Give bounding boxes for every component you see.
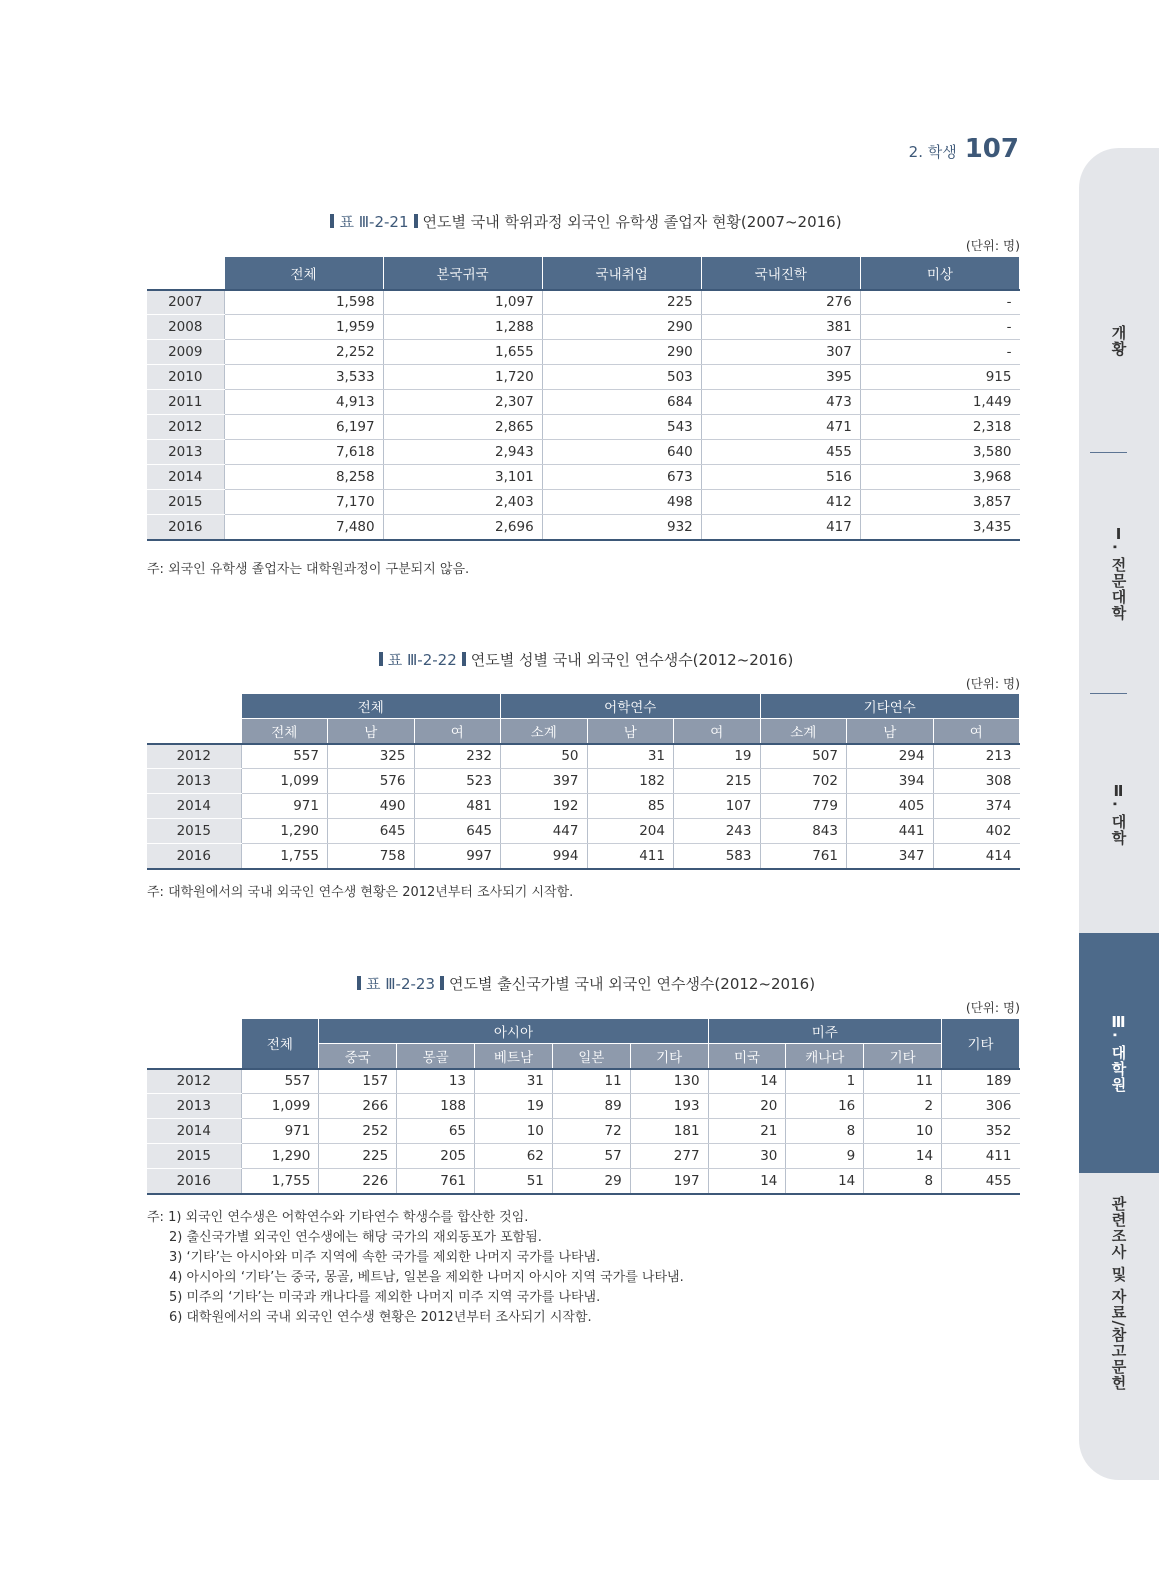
- value-cell: 6,197: [224, 415, 383, 440]
- value-cell: 181: [630, 1119, 708, 1144]
- table-row: [147, 340, 1020, 365]
- value-cell: 19: [475, 1094, 553, 1119]
- table-row: [147, 415, 1020, 440]
- note-line: 주: 외국인 유학생 졸업자는 대학원과정이 구분되지 않음.: [147, 562, 470, 577]
- value-cell: 412: [701, 490, 860, 515]
- value-cell: 2,696: [383, 515, 542, 540]
- value-cell: 381: [701, 315, 860, 340]
- chapter-tab-label: Ⅰ. 전문대학: [1109, 525, 1128, 621]
- value-cell: 1,449: [860, 390, 1019, 415]
- value-cell: 31: [475, 1069, 553, 1094]
- value-cell: 997: [414, 844, 501, 869]
- table-row: [147, 1069, 1020, 1094]
- sub-header: 캐나다: [786, 1044, 864, 1069]
- value-cell: 971: [241, 1119, 319, 1144]
- value-cell: 761: [760, 844, 847, 869]
- year-cell: 2013: [147, 769, 241, 794]
- chapter-tab-label: Ⅱ. 대학: [1109, 781, 1128, 846]
- value-cell: 308: [933, 769, 1020, 794]
- table-corner: [147, 694, 241, 719]
- table-row: [147, 769, 1020, 794]
- note-line: 3) ‘기타’는 아시아와 미주 지역에 속한 국가를 제외한 나머지 국가를 나타냄.: [169, 1250, 601, 1265]
- value-cell: 557: [241, 744, 328, 769]
- year-cell: 2008: [147, 315, 224, 340]
- value-cell: 645: [414, 819, 501, 844]
- caption-bar-icon: [462, 652, 466, 666]
- sub-header: 일본: [552, 1044, 630, 1069]
- note-line: 주: 대학원에서의 국내 외국인 연수생 현황은 2012년부터 조사되기 시작함.: [147, 885, 574, 900]
- table-corner: [147, 1019, 241, 1044]
- value-cell: 761: [397, 1169, 475, 1194]
- value-cell: 411: [942, 1144, 1020, 1169]
- table2-caption: [147, 649, 1020, 670]
- table1-graduates-by-year: [147, 256, 1020, 541]
- value-cell: 290: [542, 315, 701, 340]
- chapter-tab-label: 관련조사 및 자료/참고문헌: [1109, 1195, 1128, 1391]
- value-cell: 62: [475, 1144, 553, 1169]
- value-cell: 20: [708, 1094, 786, 1119]
- table3-number: 표 Ⅲ-2-23: [365, 975, 436, 993]
- group-header: 전체: [241, 694, 501, 719]
- caption-bar-icon: [330, 214, 334, 228]
- value-cell: 31: [587, 744, 674, 769]
- table3-notes: [147, 1208, 684, 1328]
- value-cell: 1,290: [241, 1144, 319, 1169]
- table-row: [147, 490, 1020, 515]
- value-cell: 932: [542, 515, 701, 540]
- value-cell: 414: [933, 844, 1020, 869]
- value-cell: 498: [542, 490, 701, 515]
- table3-unit: (단위: 명): [965, 1000, 1020, 1015]
- table-row: [147, 744, 1020, 769]
- table-row: [147, 1144, 1020, 1169]
- value-cell: 673: [542, 465, 701, 490]
- value-cell: 307: [701, 340, 860, 365]
- value-cell: 225: [542, 290, 701, 315]
- value-cell: 758: [328, 844, 415, 869]
- value-cell: 3,101: [383, 465, 542, 490]
- value-cell: 89: [552, 1094, 630, 1119]
- value-cell: 8: [786, 1119, 864, 1144]
- page-header: [909, 134, 1019, 164]
- value-cell: 395: [701, 365, 860, 390]
- value-cell: 3,968: [860, 465, 1019, 490]
- sub-header: 소계: [501, 719, 588, 744]
- value-cell: 583: [674, 844, 761, 869]
- group-header: 어학연수: [501, 694, 761, 719]
- value-cell: 490: [328, 794, 415, 819]
- sub-header: 베트남: [475, 1044, 553, 1069]
- value-cell: 252: [319, 1119, 397, 1144]
- other-header: 기타: [942, 1019, 1020, 1069]
- value-cell: 325: [328, 744, 415, 769]
- sub-header: 기타: [630, 1044, 708, 1069]
- page-number: 107: [964, 134, 1019, 164]
- value-cell: 11: [552, 1069, 630, 1094]
- year-cell: 2013: [147, 440, 224, 465]
- value-cell: 243: [674, 819, 761, 844]
- value-cell: 576: [328, 769, 415, 794]
- value-cell: 2: [864, 1094, 942, 1119]
- column-header: 본국귀국: [383, 257, 542, 290]
- value-cell: 481: [414, 794, 501, 819]
- table-row: [147, 290, 1020, 315]
- value-cell: 193: [630, 1094, 708, 1119]
- value-cell: 7,170: [224, 490, 383, 515]
- note-line: 5) 미주의 ‘기타’는 미국과 캐나다를 제외한 나머지 미주 지역 국가를 나타냄.: [169, 1290, 601, 1305]
- table1-body: [147, 290, 1020, 540]
- table-corner: [147, 1044, 241, 1069]
- table-row: [147, 465, 1020, 490]
- table-corner: [147, 257, 224, 290]
- year-cell: 2016: [147, 844, 241, 869]
- value-cell: 157: [319, 1069, 397, 1094]
- value-cell: 374: [933, 794, 1020, 819]
- value-cell: 14: [864, 1144, 942, 1169]
- table2-number: 표 Ⅲ-2-22: [387, 651, 457, 669]
- value-cell: 473: [701, 390, 860, 415]
- table2-unit: (단위: 명): [965, 676, 1020, 691]
- table1-title: 연도별 국내 학위과정 외국인 유학생 졸업자 현황(2007~2016): [422, 213, 842, 231]
- value-cell: 411: [587, 844, 674, 869]
- value-cell: 215: [674, 769, 761, 794]
- value-cell: 65: [397, 1119, 475, 1144]
- value-cell: 347: [847, 844, 934, 869]
- value-cell: 7,618: [224, 440, 383, 465]
- chapter-tab-graduate-school[interactable]: [1079, 933, 1159, 1173]
- value-cell: 189: [942, 1069, 1020, 1094]
- value-cell: 8,258: [224, 465, 383, 490]
- column-header: 미상: [860, 257, 1019, 290]
- table3-body: [147, 1069, 1020, 1194]
- value-cell: 397: [501, 769, 588, 794]
- total-header: 전체: [241, 1019, 319, 1069]
- group-header: 미주: [708, 1019, 942, 1044]
- value-cell: 107: [674, 794, 761, 819]
- chapter-tab-junior-college[interactable]: [1079, 453, 1159, 693]
- chapter-tab-overview[interactable]: [1079, 230, 1159, 452]
- year-cell: 2016: [147, 1169, 241, 1194]
- table-row: [147, 440, 1020, 465]
- table-row: [147, 1119, 1020, 1144]
- sub-header: 소계: [760, 719, 847, 744]
- value-cell: 4,913: [224, 390, 383, 415]
- table-corner: [147, 719, 241, 744]
- table1-unit: (단위: 명): [965, 238, 1020, 253]
- value-cell: 8: [864, 1169, 942, 1194]
- value-cell: 405: [847, 794, 934, 819]
- table2-body: [147, 744, 1020, 869]
- group-header: 아시아: [319, 1019, 708, 1044]
- value-cell: 266: [319, 1094, 397, 1119]
- value-cell: 455: [942, 1169, 1020, 1194]
- value-cell: 471: [701, 415, 860, 440]
- value-cell: 543: [542, 415, 701, 440]
- year-cell: 2010: [147, 365, 224, 390]
- sub-header: 남: [328, 719, 415, 744]
- value-cell: 1,655: [383, 340, 542, 365]
- value-cell: 645: [328, 819, 415, 844]
- table1-caption: [147, 211, 1020, 232]
- value-cell: 14: [708, 1069, 786, 1094]
- year-cell: 2009: [147, 340, 224, 365]
- value-cell: 72: [552, 1119, 630, 1144]
- chapter-tab-label: 개황: [1109, 325, 1128, 357]
- value-cell: 1,959: [224, 315, 383, 340]
- year-cell: 2012: [147, 415, 224, 440]
- value-cell: 57: [552, 1144, 630, 1169]
- table3-caption: [147, 973, 1020, 994]
- year-cell: 2014: [147, 465, 224, 490]
- value-cell: 226: [319, 1169, 397, 1194]
- table-row: [147, 315, 1020, 340]
- table-row: [147, 515, 1020, 540]
- year-cell: 2015: [147, 490, 224, 515]
- value-cell: 16: [786, 1094, 864, 1119]
- value-cell: 276: [701, 290, 860, 315]
- caption-bar-icon: [414, 214, 418, 228]
- value-cell: 1,099: [241, 769, 328, 794]
- caption-bar-icon: [440, 976, 444, 990]
- value-cell: 14: [786, 1169, 864, 1194]
- value-cell: 2,403: [383, 490, 542, 515]
- column-header: 국내취업: [542, 257, 701, 290]
- sub-header: 전체: [241, 719, 328, 744]
- year-cell: 2015: [147, 819, 241, 844]
- value-cell: 1,755: [241, 1169, 319, 1194]
- sub-header: 여: [414, 719, 501, 744]
- value-cell: 10: [864, 1119, 942, 1144]
- year-cell: 2014: [147, 1119, 241, 1144]
- value-cell: 232: [414, 744, 501, 769]
- value-cell: 455: [701, 440, 860, 465]
- value-cell: -: [860, 290, 1019, 315]
- value-cell: 29: [552, 1169, 630, 1194]
- sub-header: 몽골: [397, 1044, 475, 1069]
- value-cell: 2,252: [224, 340, 383, 365]
- value-cell: 1,288: [383, 315, 542, 340]
- sub-header: 남: [587, 719, 674, 744]
- table3-title: 연도별 출신국가별 국내 외국인 연수생수(2012~2016): [449, 975, 816, 993]
- value-cell: 523: [414, 769, 501, 794]
- sub-header: 여: [933, 719, 1020, 744]
- chapter-tab-references[interactable]: [1079, 1173, 1159, 1413]
- value-cell: 3,435: [860, 515, 1019, 540]
- value-cell: 182: [587, 769, 674, 794]
- sub-header: 미국: [708, 1044, 786, 1069]
- value-cell: 843: [760, 819, 847, 844]
- chapter-tab-university[interactable]: [1079, 694, 1159, 933]
- value-cell: 1: [786, 1069, 864, 1094]
- value-cell: 394: [847, 769, 934, 794]
- value-cell: 3,857: [860, 490, 1019, 515]
- value-cell: 205: [397, 1144, 475, 1169]
- value-cell: 915: [860, 365, 1019, 390]
- value-cell: 294: [847, 744, 934, 769]
- value-cell: 1,290: [241, 819, 328, 844]
- value-cell: 9: [786, 1144, 864, 1169]
- year-cell: 2016: [147, 515, 224, 540]
- year-cell: 2015: [147, 1144, 241, 1169]
- caption-bar-icon: [379, 652, 383, 666]
- table-row: [147, 1094, 1020, 1119]
- value-cell: 417: [701, 515, 860, 540]
- sub-header: 중국: [319, 1044, 397, 1069]
- value-cell: 192: [501, 794, 588, 819]
- sub-header: 기타: [864, 1044, 942, 1069]
- value-cell: 213: [933, 744, 1020, 769]
- table2-title: 연도별 성별 국내 외국인 연수생수(2012~2016): [470, 651, 794, 669]
- value-cell: 130: [630, 1069, 708, 1094]
- value-cell: 21: [708, 1119, 786, 1144]
- value-cell: 19: [674, 744, 761, 769]
- table1-notes: [147, 560, 469, 580]
- value-cell: 51: [475, 1169, 553, 1194]
- group-header: 기타연수: [760, 694, 1020, 719]
- year-cell: 2011: [147, 390, 224, 415]
- value-cell: 197: [630, 1169, 708, 1194]
- note-line: 6) 대학원에서의 국내 외국인 연수생 현황은 2012년부터 조사되기 시작함.: [169, 1310, 592, 1325]
- section-label: 2. 학생: [908, 143, 957, 161]
- year-cell: 2013: [147, 1094, 241, 1119]
- value-cell: 503: [542, 365, 701, 390]
- value-cell: 507: [760, 744, 847, 769]
- year-cell: 2012: [147, 1069, 241, 1094]
- value-cell: 3,533: [224, 365, 383, 390]
- value-cell: 971: [241, 794, 328, 819]
- value-cell: 11: [864, 1069, 942, 1094]
- value-cell: 1,099: [241, 1094, 319, 1119]
- value-cell: 204: [587, 819, 674, 844]
- value-cell: 2,865: [383, 415, 542, 440]
- year-cell: 2007: [147, 290, 224, 315]
- value-cell: 30: [708, 1144, 786, 1169]
- year-cell: 2014: [147, 794, 241, 819]
- value-cell: 702: [760, 769, 847, 794]
- value-cell: 2,307: [383, 390, 542, 415]
- value-cell: 7,480: [224, 515, 383, 540]
- value-cell: -: [860, 315, 1019, 340]
- value-cell: 352: [942, 1119, 1020, 1144]
- value-cell: 516: [701, 465, 860, 490]
- table-row: [147, 1169, 1020, 1194]
- value-cell: 994: [501, 844, 588, 869]
- table1-number: 표 Ⅲ-2-21: [339, 213, 409, 231]
- value-cell: -: [860, 340, 1019, 365]
- table2-trainees-by-sex: [147, 693, 1020, 870]
- value-cell: 2,318: [860, 415, 1019, 440]
- value-cell: 14: [708, 1169, 786, 1194]
- value-cell: 2,943: [383, 440, 542, 465]
- value-cell: 290: [542, 340, 701, 365]
- value-cell: 1,598: [224, 290, 383, 315]
- value-cell: 188: [397, 1094, 475, 1119]
- value-cell: 779: [760, 794, 847, 819]
- note-line: 4) 아시아의 ‘기타’는 중국, 몽골, 베트남, 일본을 제외한 나머지 아시아 지역 국가를 나타냄.: [169, 1270, 684, 1285]
- value-cell: 306: [942, 1094, 1020, 1119]
- value-cell: 402: [933, 819, 1020, 844]
- value-cell: 557: [241, 1069, 319, 1094]
- value-cell: 13: [397, 1069, 475, 1094]
- value-cell: 684: [542, 390, 701, 415]
- value-cell: 441: [847, 819, 934, 844]
- value-cell: 640: [542, 440, 701, 465]
- value-cell: 50: [501, 744, 588, 769]
- value-cell: 447: [501, 819, 588, 844]
- value-cell: 10: [475, 1119, 553, 1144]
- table3-trainees-by-country: [147, 1018, 1020, 1195]
- value-cell: 225: [319, 1144, 397, 1169]
- sub-header: 남: [847, 719, 934, 744]
- column-header: 전체: [224, 257, 383, 290]
- table-row: [147, 365, 1020, 390]
- value-cell: 1,720: [383, 365, 542, 390]
- value-cell: 277: [630, 1144, 708, 1169]
- chapter-tab-label: Ⅲ. 대학원: [1109, 1013, 1128, 1093]
- table-row: [147, 819, 1020, 844]
- column-header: 국내진학: [701, 257, 860, 290]
- note-line: 2) 출신국가별 외국인 연수생에는 해당 국가의 재외동포가 포함됨.: [169, 1230, 542, 1245]
- value-cell: 1,097: [383, 290, 542, 315]
- table-row: [147, 794, 1020, 819]
- table2-notes: [147, 883, 573, 903]
- table-row: [147, 390, 1020, 415]
- note-line: 주: 1) 외국인 연수생은 어학연수와 기타연수 학생수를 합산한 것임.: [147, 1210, 529, 1225]
- table-row: [147, 844, 1020, 869]
- year-cell: 2012: [147, 744, 241, 769]
- value-cell: 85: [587, 794, 674, 819]
- value-cell: 3,580: [860, 440, 1019, 465]
- caption-bar-icon: [357, 976, 361, 990]
- value-cell: 1,755: [241, 844, 328, 869]
- sub-header: 여: [674, 719, 761, 744]
